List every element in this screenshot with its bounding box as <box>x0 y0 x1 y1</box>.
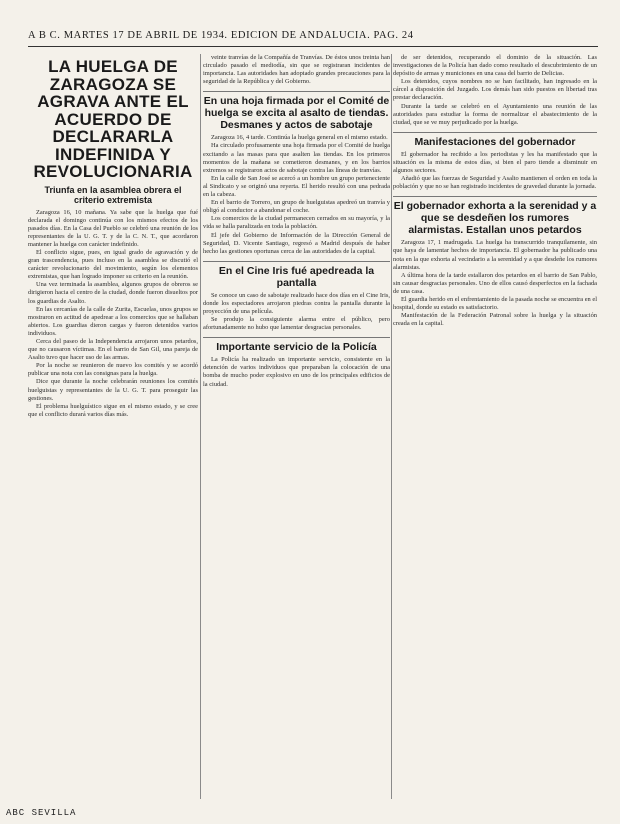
section-title-hoja-comite: En una hoja firmada por el Comité de huelga se excita al asalto de tiendas. Desmanes y actos de sabotaje <box>203 91 390 131</box>
paragraph: Añadió que las fuerzas de Seguridad y Asalto mantienen el orden en toda la población y que no se han registrado incidentes de gravedad durante la jornada. <box>393 175 597 191</box>
main-subhead: Triunfa en la asamblea obrera el criterio extremista <box>44 184 182 205</box>
column-2 <box>203 54 390 389</box>
paragraph: Zaragoza 17, 1 madrugada. La huelga ha transcurrido tranquilamente, sin que haya de lamentar hechos de importancia. El gobernador ha publicado una nota en la que exhorta al vecindario a la serenidad y a que desdeñe los rumores alarmistas. <box>393 239 597 271</box>
section-title-cine-iris: En el Cine Iris fué apedreada la pantalla <box>203 261 390 289</box>
paragraph: La Policía ha realizado un importante servicio, consistente en la detención de varios individuos que preparaban la colocación de una bomba de mucho poder explosivo en uno de los principales edificios de la ciudad. <box>203 356 390 388</box>
paragraph: Ha circulado profusamente una hoja firmada por el Comité de huelga excitando a las masas para que asalten las tiendas. En los primeros momentos de la mañana se cometieron desmanes, y en los barrios extremos se registraron actos de sabotaje contra las líneas de tranvías. <box>203 142 390 174</box>
paragraph: Los detenidos, cuyos nombres no se han facilitado, han ingresado en la cárcel a disposición del Juzgado. Los demás han sido puestos en libertad tras prestar declaración. <box>393 78 597 102</box>
main-headline: LA HUELGA DE ZARAGOZA SE AGRAVA ANTE EL ACUERDO DE DECLARARLA INDEFINIDA Y REVOLUCIONARIA <box>33 57 193 181</box>
paragraph: En el barrio de Torrero, un grupo de huelguistas apedreó un tranvía y obligó al conductor a abandonar el coche. <box>203 199 390 215</box>
paragraph: Por la noche se reunieron de nuevo los comités y se acordó publicar una nota con las consignas para la huelga. <box>28 362 198 378</box>
section-title-gobernador: Manifestaciones del gobernador <box>393 132 597 148</box>
paragraph: Dice que durante la noche celebrarán reuniones los comités huelguistas y representantes de la U. G. T. para proseguir las gestiones. <box>28 378 198 402</box>
paragraph: El problema huelguístico sigue en el mismo estado, y se cree que el conflicto durará varios días más. <box>28 402 198 418</box>
masthead: A B C. MARTES 17 DE ABRIL DE 1934. EDICION DE ANDALUCIA. PAG. 24 <box>28 30 598 47</box>
paragraph: Durante la tarde se celebró en el Ayuntamiento una reunión de las autoridades para estudiar la forma de normalizar el abastecimiento de la ciudad, que se ve muy perjudicado por la huelga. <box>393 102 597 126</box>
paragraph: de ser detenidos, recuperando el dominio de la situación. Las investigaciones de la Policía han dado como resultado el descubrimiento de un depósito de armas y municiones en una casa del barrio de Delicias. <box>393 54 597 78</box>
paragraph: Se conoce un caso de sabotaje realizado hace dos días en el Cine Iris, donde los espectadores arrojaron piedras contra la pantalla durante la proyección de una película. <box>203 291 390 315</box>
footer-mark: ABC SEVILLA <box>6 808 77 818</box>
paragraph: El guardia herido en el enfrentamiento de la pasada noche se encuentra en el hospital, donde su estado es satisfactorio. <box>393 295 597 312</box>
paragraph: El gobernador ha recibido a los periodistas y les ha manifestado que la situación es la misma de estos días, si bien el paro tiende a disminuir en algunos sectores. <box>393 150 597 175</box>
paragraph: Zaragoza 16, 4 tarde. Continúa la huelga general en el mismo estado. <box>211 134 388 142</box>
paragraph: Se produjo la consiguiente alarma entre el público, pero afortunadamente no hubo que lamentar desgracias personales. <box>203 316 390 332</box>
paragraph: A última hora de la tarde estallaron dos petardos en el barrio de San Pablo, sin causar desgracias personales. Uno de ellos causó desperfectos en la fachada de una casa. <box>393 271 597 295</box>
column-3 <box>393 54 597 328</box>
paragraph: Cerca del paseo de la Independencia arrojaron unos petardos, que no causaron víctimas. En el barrio de San Gil, una pareja de Asalto tuvo que hacer uso de las armas. <box>28 338 198 362</box>
column-1 <box>28 54 198 419</box>
paragraph: El jefe del Gobierno de Información de la Dirección General de Seguridad, D. Vicente Santiago, regresó a Madrid después de haber hecho las gestiones oportunas cerca de las autoridades de la capital. <box>203 231 390 255</box>
column-rule-1 <box>200 54 201 799</box>
paragraph: Zaragoza 16, 10 mañana. Ya sabe que la huelga que fué declarada el domingo continúa con los mismos efectos de los pasados días. En la Casa del Pueblo se celebró una reunión de los representantes de la U. G. T. y de la C. N. T., que acordaron mantener la huelga con carácter indefinido. <box>28 208 198 248</box>
section-title-policia: Importante servicio de la Policía <box>203 337 390 353</box>
paragraph: En las cercanías de la calle de Zurita, Escuelas, unos grupos se mostraron en actitud de apedrear a los comercios que se hallaban abiertos. Los guardias dieron cargas y fueron detenidos varios individuos. <box>28 305 198 337</box>
paragraph: veinte tranvías de la Compañía de Tranvías. De éstos unos treinta han circulado pasado el mediodía, sin que se registraran incidentes de importancia. Las autoridades han adoptado grandes precauciones para la seguridad de la República y del Gobierno. <box>203 54 390 86</box>
paragraph: Manifestación de la Federación Patronal sobre la huelga y la situación creada en la capital. <box>393 312 597 328</box>
paragraph: Una vez terminada la asamblea, algunos grupos de obreros se dirigieron hacia el centro de la ciudad, donde fueron disueltos por los guardias de Asalto. <box>28 281 198 305</box>
section-title-serenidad: El gobernador exhorta a la serenidad y a que se desdeñen los rumores alarmistas. Estallan unos petardos <box>393 196 597 236</box>
paragraph: El conflicto sigue, pues, en igual grado de agravación y de gran trascendencia, pues incluso en la asamblea se discutió el carácter revolucionario del movimiento, según los elementos extremistas, que han logrado imponer su criterio en la reunión. <box>28 248 198 281</box>
column-rule-2 <box>391 54 392 799</box>
paragraph: Los comercios de la ciudad permanecen cerrados en su mayoría, y la vida se halla paralizada en toda la población. <box>203 215 390 231</box>
paragraph: En la calle de San José se acercó a un hombre un grupo perteneciente al Sindicato y se originó una reyerta. El herido resultó con una pedrada en la cabeza. <box>203 174 390 199</box>
